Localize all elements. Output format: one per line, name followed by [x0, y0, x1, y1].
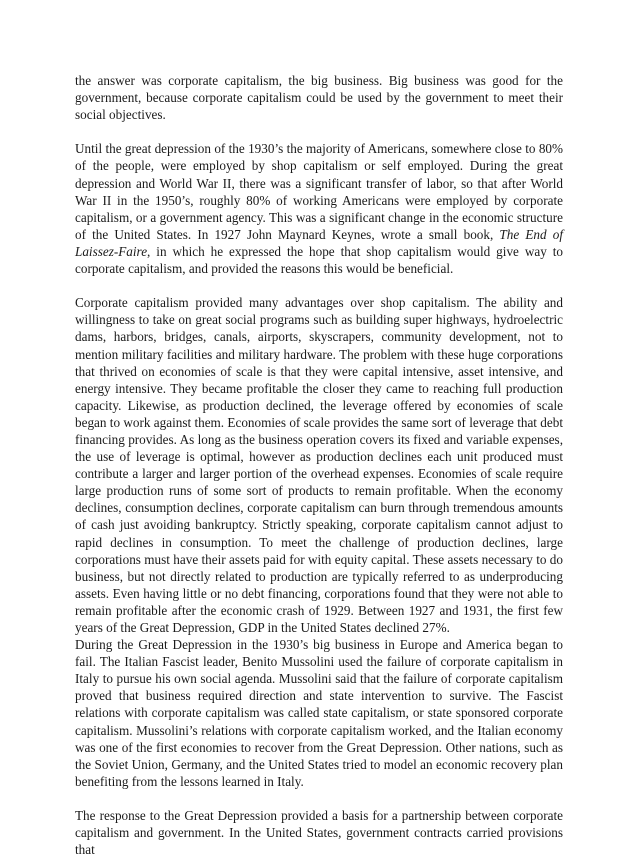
- paragraph-1: the answer was corporate capitalism, the big business. Big business was good for the government, because corporate capitalism could be used by the government to meet their social objectives.: [75, 73, 563, 123]
- paragraph-gap: [75, 790, 563, 807]
- paragraph-4: During the Great Depression in the 1930’s big business in Europe and America began to fail. The Italian Fascist leader, Benito Mussolini used the failure of corporate capitalism in Italy to pursue his own social agenda. Mussolini said that the failure of corporate capitalism proved that business required direction and state intervention to survive. The Fascist relations with corporate capitalism was called state capitalism, or state sponsored corporate capitalism. Mussolini’s relations with corporate capitalism worked, and the Italian economy was one of the first economies to recover from the Great Depression. Other nations, such as the Soviet Union, Germany, and the United States tried to model an economic recovery plan benefiting from the lessons learned in Italy.: [75, 637, 563, 789]
- paragraph-2-text-after: , in which he expressed the hope that shop capitalism would give way to corporate capitalism, and provided the reasons this would be beneficial.: [75, 243, 563, 277]
- paragraph-gap: [75, 277, 563, 294]
- document-body: [75, 72, 563, 858]
- paragraph-gap: [75, 123, 563, 140]
- book-title: The End of Laissez-Faire: [75, 226, 563, 259]
- paragraph-5: The response to the Great Depression provided a basis for a partnership between corporate capitalism and government. In the United States, government contracts carried provisions that: [75, 808, 563, 858]
- paragraph-2-text-before: Until the great depression of the 1930’s the majority of Americans, somewhere close to 80% of the people, were employed by shop capitalism or self employed. During the great depression and World War II, there was a significant transfer of labor, so that after World War II in the 1950’s, roughly 80% of working Americans were employed by corporate capitalism, or a government agency. This was a significant change in the economic structure of the United States. In 1927 John Maynard Keynes, wrote a small book,: [75, 141, 563, 242]
- paragraph-3: Corporate capitalism provided many advantages over shop capitalism. The ability and willingness to take on great social programs such as building super highways, hydroelectric dams, harbors, bridges, canals, airports, skyscrapers, community development, not to mention military facilities and military hardware. The problem with these huge corporations that thrived on economies of scale is that they were capital intensive, asset intensive, and energy intensive. They became profitable the closer they came to reaching full production capacity. Likewise, as production declined, the leverage offered by economies of scale began to work against them. Economies of scale provides the same sort of leverage that debt financing provides. As long as the business operation covers its fixed and variable expenses, the use of leverage is optimal, however as production declines each unit produced must contribute a larger and larger portion of the overhead expenses. Economies of scale require large production runs of some sort of products to remain profitable. When the economy declines, consumption declines, corporate capitalism can burn through tremendous amounts of cash just avoiding bankruptcy. Strictly speaking, corporate capitalism cannot adjust to rapid declines in consumption. To meet the challenge of production declines, large corporations must have their assets paid for with equity capital. These assets necessary to do business, but not directly related to production are typically referred to as underproducing assets. Even having little or no debt financing, corporations found that they were not able to remain profitable after the economic crash of 1929. Between 1927 and 1931, the first few years of the Great Depression, GDP in the United States declined 27%.: [75, 295, 563, 635]
- paragraph-2: [75, 140, 563, 277]
